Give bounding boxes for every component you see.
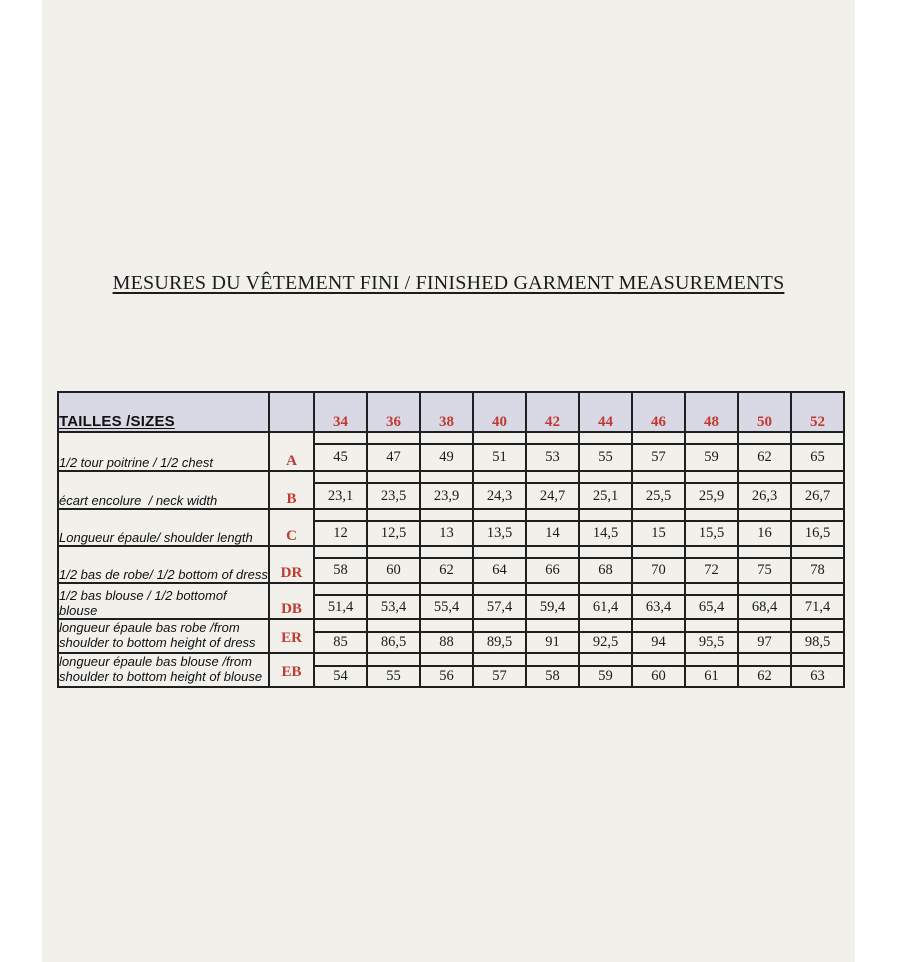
value-text: 57: [651, 449, 666, 465]
value-spacer: [474, 584, 525, 596]
value-text: 49: [439, 449, 454, 465]
value-cell-DR-34: [314, 546, 367, 583]
value-spacer: [474, 472, 525, 484]
value-spacer: [739, 620, 790, 633]
value-text: 14: [545, 525, 560, 541]
value-text: 24,7: [539, 487, 566, 504]
value-cell-DR-44: [579, 546, 632, 583]
value-cell-EB-50: [738, 653, 791, 687]
value-spacer: [739, 510, 790, 522]
value-cell-EB-36: [367, 653, 420, 687]
measure-label-C: [58, 509, 269, 546]
value-spacer: [580, 620, 631, 633]
value-text: 23,5: [380, 487, 407, 504]
value-cell-EB-46: [632, 653, 685, 687]
value-text: 15: [651, 525, 666, 541]
measure-code-ER: ER: [269, 619, 314, 653]
value-spacer: [739, 584, 790, 596]
value-cell-A-38: [420, 432, 473, 471]
value-spacer: [315, 433, 366, 445]
measure-label-DR: [58, 546, 269, 583]
value-spacer: [527, 547, 578, 559]
value-cell-DB-44: [579, 583, 632, 619]
measure-label-line: Longueur épaule/ shoulder length: [59, 530, 253, 545]
value-spacer: [686, 547, 737, 559]
value-spacer: [580, 547, 631, 559]
value-text: 60: [651, 668, 666, 684]
measure-row-DB: [58, 583, 844, 619]
measure-label-B: [58, 471, 269, 509]
value-cell-B-46: [632, 471, 685, 509]
value-spacer: [315, 472, 366, 484]
value-cell-ER-42: [526, 619, 579, 653]
value-cell-A-50: [738, 432, 791, 471]
value-spacer: [792, 547, 843, 559]
measure-row-DR: [58, 546, 844, 583]
value-cell-ER-44: [579, 619, 632, 653]
value-cell-DB-48: [685, 583, 738, 619]
value-spacer: [686, 433, 737, 445]
value-spacer: [739, 654, 790, 667]
measure-code-C: C: [269, 509, 314, 546]
value-spacer: [315, 654, 366, 667]
value-cell-B-42: [526, 471, 579, 509]
value-spacer: [527, 620, 578, 633]
measure-label-EB: [58, 653, 269, 687]
size-header-52: 52: [791, 392, 844, 432]
value-spacer: [315, 584, 366, 596]
value-cell-C-40: [473, 509, 526, 546]
value-text: 85: [333, 634, 348, 650]
value-spacer: [633, 584, 684, 596]
measure-label-line: shoulder to bottom height of dress: [59, 635, 256, 650]
value-spacer: [474, 433, 525, 445]
value-cell-DB-40: [473, 583, 526, 619]
value-text: 55,4: [433, 598, 460, 615]
value-text: 16,5: [804, 525, 831, 541]
value-spacer: [527, 510, 578, 522]
value-spacer: [368, 472, 419, 484]
value-spacer: [421, 584, 472, 596]
value-cell-EB-38: [420, 653, 473, 687]
measure-row-A: [58, 432, 844, 471]
value-spacer: [633, 433, 684, 445]
value-text: 25,9: [698, 487, 725, 504]
value-cell-C-34: [314, 509, 367, 546]
table-header-label-cell: [58, 392, 269, 432]
measure-row-EB: [58, 653, 844, 687]
value-text: 75: [757, 562, 772, 578]
table-header-code-cell: [269, 392, 314, 432]
value-text: 61,4: [592, 598, 619, 615]
value-spacer: [686, 510, 737, 522]
value-text: 63,4: [645, 598, 672, 615]
value-spacer: [792, 510, 843, 522]
value-cell-B-44: [579, 471, 632, 509]
size-header-44: 44: [579, 392, 632, 432]
value-text: 91: [545, 634, 560, 650]
value-text: 59: [704, 449, 719, 465]
page-title: MESURES DU VÊTEMENT FINI / FINISHED GARMENT MEASUREMENTS: [112, 272, 785, 294]
value-text: 66: [545, 562, 560, 578]
measure-code-DB: DB: [269, 583, 314, 619]
value-cell-B-48: [685, 471, 738, 509]
value-cell-ER-52: [791, 619, 844, 653]
value-text: 72: [704, 562, 719, 578]
value-cell-A-42: [526, 432, 579, 471]
size-header-40: 40: [473, 392, 526, 432]
value-spacer: [580, 472, 631, 484]
value-cell-DR-36: [367, 546, 420, 583]
value-text: 53,4: [380, 598, 407, 615]
value-spacer: [686, 654, 737, 667]
value-spacer: [739, 547, 790, 559]
value-text: 89,5: [486, 634, 513, 650]
value-cell-DB-52: [791, 583, 844, 619]
value-text: 51,4: [327, 598, 354, 615]
value-cell-A-36: [367, 432, 420, 471]
value-text: 59: [598, 668, 613, 684]
value-spacer: [739, 472, 790, 484]
value-text: 54: [333, 668, 348, 684]
value-spacer: [580, 433, 631, 445]
measure-label-line: écart encolure / neck width: [59, 493, 218, 508]
value-text: 51: [492, 449, 507, 465]
value-cell-A-46: [632, 432, 685, 471]
value-spacer: [792, 584, 843, 596]
measurements-table: [57, 391, 845, 688]
value-spacer: [315, 510, 366, 522]
value-text: 55: [598, 449, 613, 465]
value-text: 23,1: [327, 487, 354, 504]
measure-label-ER: [58, 619, 269, 653]
table-header-label: TAILLES /SIZES: [59, 413, 175, 430]
value-cell-DB-36: [367, 583, 420, 619]
value-spacer: [421, 472, 472, 484]
value-spacer: [474, 547, 525, 559]
value-cell-EB-34: [314, 653, 367, 687]
value-cell-A-48: [685, 432, 738, 471]
value-cell-DR-48: [685, 546, 738, 583]
value-text: 60: [386, 562, 401, 578]
value-text: 63: [810, 668, 825, 684]
value-text: 12: [333, 525, 348, 541]
value-cell-ER-34: [314, 619, 367, 653]
value-text: 61: [704, 668, 719, 684]
measure-label-line: 1/2 bas blouse / 1/2 bottomof blouse: [59, 588, 231, 618]
value-spacer: [580, 654, 631, 667]
value-cell-DB-34: [314, 583, 367, 619]
value-spacer: [368, 654, 419, 667]
value-text: 92,5: [592, 634, 619, 650]
value-spacer: [686, 472, 737, 484]
value-text: 62: [757, 449, 772, 465]
value-spacer: [633, 472, 684, 484]
value-cell-EB-44: [579, 653, 632, 687]
value-text: 65: [810, 449, 825, 465]
value-cell-DB-50: [738, 583, 791, 619]
value-text: 25,1: [592, 487, 619, 504]
value-text: 65,4: [698, 598, 725, 615]
value-cell-DR-42: [526, 546, 579, 583]
value-cell-ER-36: [367, 619, 420, 653]
size-header-36: 36: [367, 392, 420, 432]
size-header-48: 48: [685, 392, 738, 432]
value-cell-C-42: [526, 509, 579, 546]
value-cell-A-52: [791, 432, 844, 471]
measure-label-DB: [58, 583, 269, 619]
value-text: 71,4: [804, 598, 831, 615]
value-cell-B-36: [367, 471, 420, 509]
value-spacer: [580, 584, 631, 596]
value-spacer: [792, 654, 843, 667]
value-cell-EB-42: [526, 653, 579, 687]
value-text: 23,9: [433, 487, 460, 504]
value-spacer: [633, 654, 684, 667]
value-text: 68: [598, 562, 613, 578]
value-cell-DR-52: [791, 546, 844, 583]
value-text: 78: [810, 562, 825, 578]
value-text: 26,3: [751, 487, 778, 504]
value-cell-ER-40: [473, 619, 526, 653]
value-cell-DR-46: [632, 546, 685, 583]
value-cell-DB-46: [632, 583, 685, 619]
value-spacer: [368, 510, 419, 522]
value-spacer: [474, 620, 525, 633]
value-cell-C-36: [367, 509, 420, 546]
value-spacer: [474, 654, 525, 667]
value-text: 15,5: [698, 525, 725, 541]
table-header-row: [58, 392, 844, 432]
document-page: [42, 0, 855, 962]
value-text: 70: [651, 562, 666, 578]
value-cell-B-50: [738, 471, 791, 509]
value-spacer: [315, 620, 366, 633]
value-spacer: [368, 547, 419, 559]
value-cell-C-46: [632, 509, 685, 546]
value-spacer: [474, 510, 525, 522]
value-text: 64: [492, 562, 507, 578]
value-cell-C-48: [685, 509, 738, 546]
value-text: 58: [333, 562, 348, 578]
value-cell-DR-40: [473, 546, 526, 583]
value-text: 13,5: [486, 525, 513, 541]
value-cell-C-44: [579, 509, 632, 546]
value-text: 56: [439, 668, 454, 684]
value-spacer: [421, 654, 472, 667]
value-text: 62: [757, 668, 772, 684]
value-cell-C-50: [738, 509, 791, 546]
value-spacer: [686, 584, 737, 596]
value-spacer: [527, 472, 578, 484]
value-cell-DR-50: [738, 546, 791, 583]
value-text: 88: [439, 634, 454, 650]
value-spacer: [633, 510, 684, 522]
value-cell-EB-48: [685, 653, 738, 687]
measure-label-A: [58, 432, 269, 471]
value-text: 12,5: [380, 525, 407, 541]
value-text: 59,4: [539, 598, 566, 615]
value-cell-EB-52: [791, 653, 844, 687]
value-spacer: [527, 654, 578, 667]
value-text: 62: [439, 562, 454, 578]
value-cell-B-38: [420, 471, 473, 509]
value-text: 16: [757, 525, 772, 541]
value-spacer: [421, 433, 472, 445]
value-text: 14,5: [592, 525, 619, 541]
value-cell-ER-38: [420, 619, 473, 653]
value-cell-A-40: [473, 432, 526, 471]
value-spacer: [368, 433, 419, 445]
value-spacer: [421, 620, 472, 633]
measure-label-line: 1/2 tour poitrine / 1/2 chest: [59, 455, 213, 470]
value-text: 97: [757, 634, 772, 650]
value-text: 86,5: [380, 634, 407, 650]
value-text: 26,7: [804, 487, 831, 504]
measure-label-line: shoulder to bottom height of blouse: [59, 669, 263, 684]
value-text: 55: [386, 668, 401, 684]
measure-row-ER: [58, 619, 844, 653]
measure-code-EB: EB: [269, 653, 314, 687]
value-cell-DB-38: [420, 583, 473, 619]
value-text: 53: [545, 449, 560, 465]
size-header-34: 34: [314, 392, 367, 432]
measure-row-C: [58, 509, 844, 546]
value-text: 98,5: [804, 634, 831, 650]
value-cell-ER-48: [685, 619, 738, 653]
size-header-42: 42: [526, 392, 579, 432]
value-cell-DB-42: [526, 583, 579, 619]
value-cell-DR-38: [420, 546, 473, 583]
value-text: 25,5: [645, 487, 672, 504]
value-cell-B-40: [473, 471, 526, 509]
value-text: 57: [492, 668, 507, 684]
value-spacer: [633, 547, 684, 559]
value-cell-ER-50: [738, 619, 791, 653]
measure-code-A: A: [269, 432, 314, 471]
size-header-46: 46: [632, 392, 685, 432]
value-text: 45: [333, 449, 348, 465]
value-cell-C-38: [420, 509, 473, 546]
measure-label-line: longueur épaule bas robe /from: [59, 620, 240, 635]
value-spacer: [315, 547, 366, 559]
value-spacer: [421, 547, 472, 559]
value-spacer: [686, 620, 737, 633]
value-text: 94: [651, 634, 666, 650]
value-cell-B-34: [314, 471, 367, 509]
value-text: 13: [439, 525, 454, 541]
measure-label-line: longueur épaule bas blouse /from: [59, 654, 252, 669]
measure-label-line: 1/2 bas de robe/ 1/2 bottom of dress: [59, 567, 268, 582]
value-cell-EB-40: [473, 653, 526, 687]
value-text: 68,4: [751, 598, 778, 615]
measure-row-B: [58, 471, 844, 509]
value-cell-A-44: [579, 432, 632, 471]
value-spacer: [633, 620, 684, 633]
value-text: 47: [386, 449, 401, 465]
value-spacer: [368, 584, 419, 596]
value-text: 95,5: [698, 634, 725, 650]
measure-code-B: B: [269, 471, 314, 509]
size-header-50: 50: [738, 392, 791, 432]
value-spacer: [792, 472, 843, 484]
value-spacer: [368, 620, 419, 633]
value-cell-B-52: [791, 471, 844, 509]
value-spacer: [739, 433, 790, 445]
value-spacer: [792, 620, 843, 633]
value-text: 58: [545, 668, 560, 684]
value-text: 24,3: [486, 487, 513, 504]
value-cell-A-34: [314, 432, 367, 471]
value-cell-ER-46: [632, 619, 685, 653]
value-spacer: [527, 584, 578, 596]
measure-code-DR: DR: [269, 546, 314, 583]
value-spacer: [792, 433, 843, 445]
value-spacer: [580, 510, 631, 522]
value-cell-C-52: [791, 509, 844, 546]
value-spacer: [527, 433, 578, 445]
size-header-38: 38: [420, 392, 473, 432]
value-spacer: [421, 510, 472, 522]
value-text: 57,4: [486, 598, 513, 615]
